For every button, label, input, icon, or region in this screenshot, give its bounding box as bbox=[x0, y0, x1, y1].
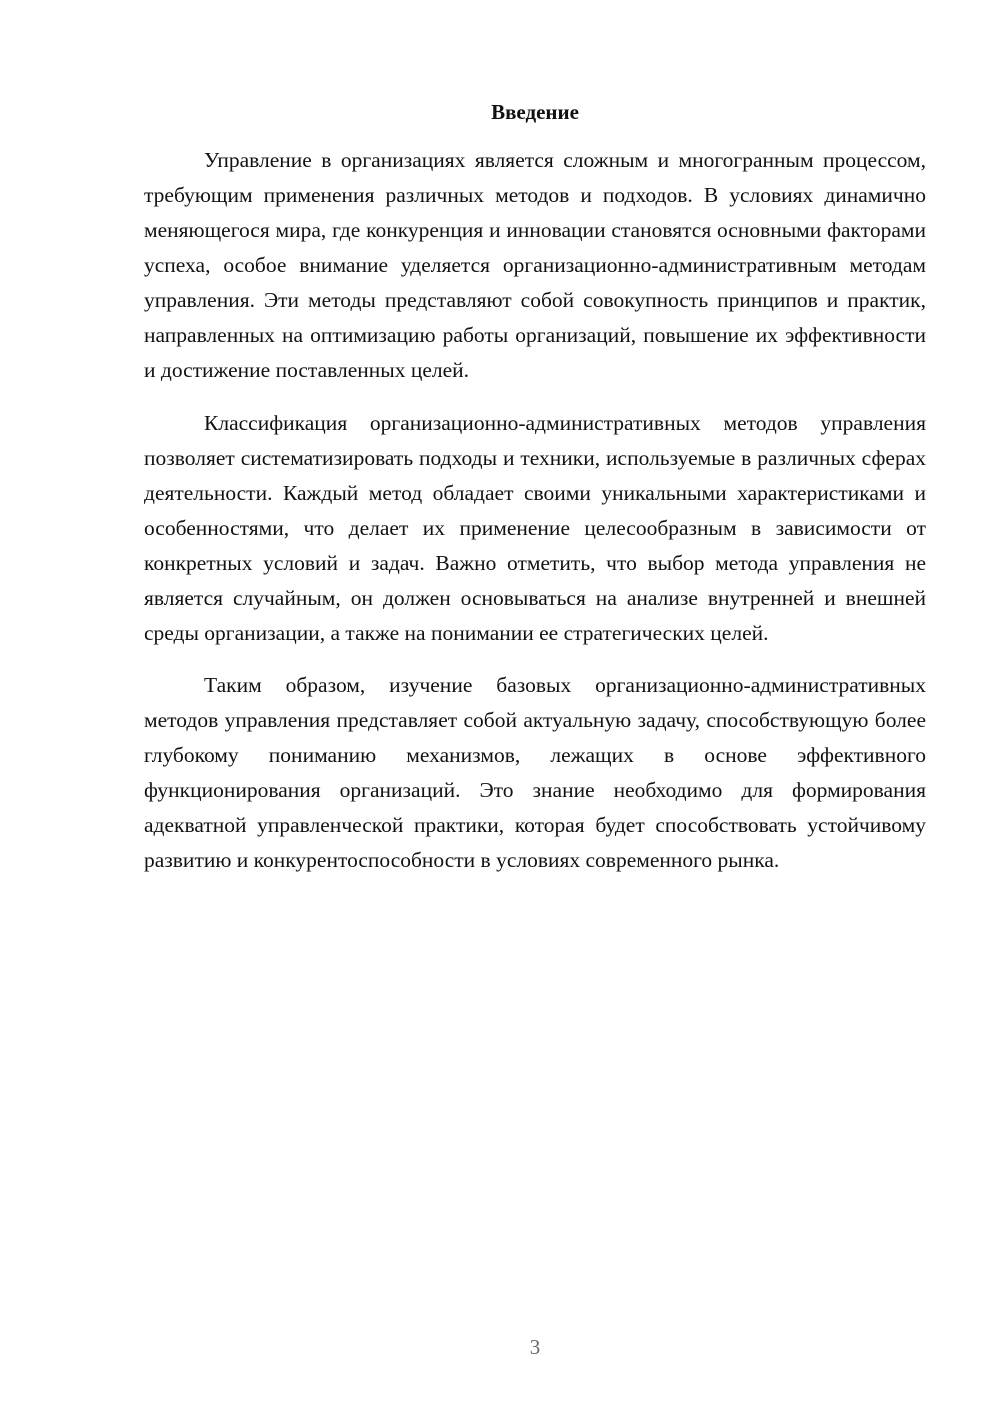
page-number: 3 bbox=[529, 1335, 541, 1359]
body-text bbox=[144, 143, 926, 896]
paragraph-3: Таким образом, изучение базовых организационно-административных методов управления представляет собой актуальную задачу, способствующую более глубокому пониманию механизмов, лежащих в основе эффективного функционирования организаций. Это знание необходимо для формирования адекватной управленческой практики, которая будет способствовать устойчивому развитию и конкурентоспособности в условиях современного рынка. bbox=[144, 673, 926, 872]
paragraph-1: Управление в организациях является сложным и многогранным процессом, требующим применения различных методов и подходов. В условиях динамично меняющегося мира, где конкуренция и инновации становятся основными факторами успеха, особое внимание уделяется организационно-административным методам управления. Эти методы представляют собой совокупность принципов и практик, направленных на оптимизацию работы организаций, повышение их эффективности и достижение поставленных целей. bbox=[144, 148, 926, 382]
page-title: Введение bbox=[491, 100, 579, 124]
paragraph-2: Классификация организационно-административных методов управления позволяет систематизировать подходы и техники, используемые в различных сферах деятельности. Каждый метод обладает своими уникальными характеристиками и особенностями, что делает их применение целесообразным в зависимости от конкретных условий и задач. Важно отметить, что выбор метода управления не является случайным, он должен основываться на анализе внутренней и внешней среды организации, а также на понимании ее стратегических целей. bbox=[144, 410, 926, 645]
